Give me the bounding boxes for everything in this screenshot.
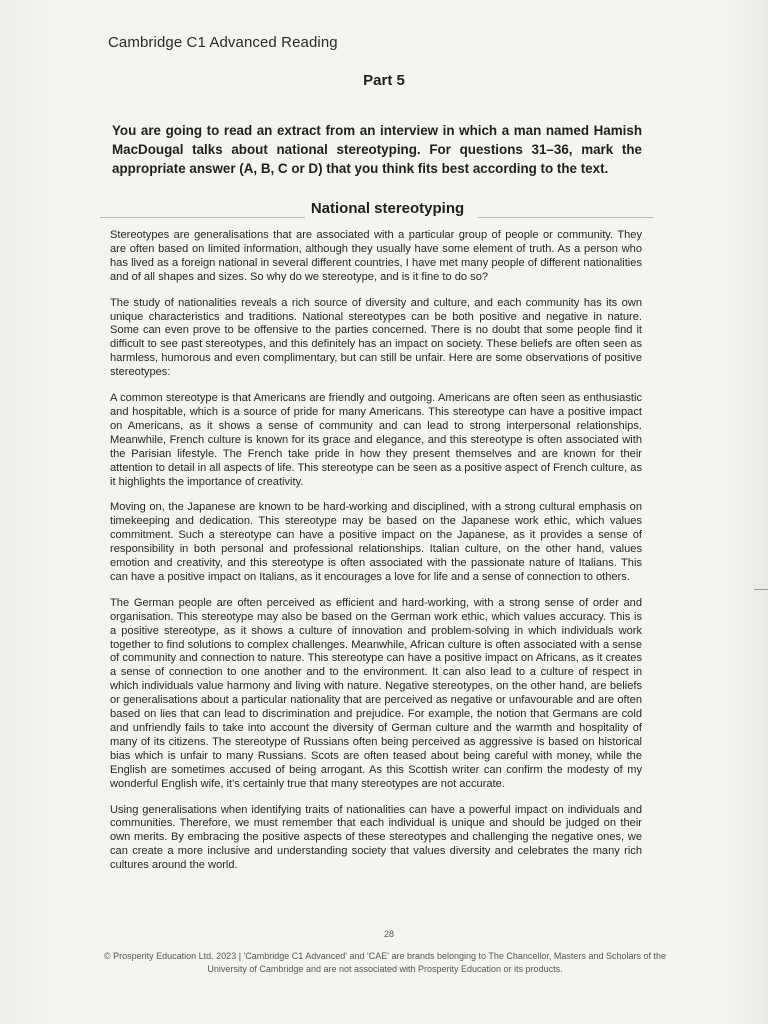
copyright-notice: © Prosperity Education Ltd. 2023 | 'Cambridge C1 Advanced' and 'CAE' are brands belonging to The Chancellor, Masters and Scholars of the University of Cambridge and are not associated with Prosperity Education or its products. bbox=[103, 951, 666, 974]
paragraph-5: The German people are often perceived as efficient and hard-working, with a strong sense of order and organisation. This stereotype may also be based on the German work ethic, which values accuracy. This is a positive stereotype, as it shows a culture of innovation and problem-solving in which individuals work together to find solutions to complex challenges. Meanwhile, African culture is often associated with a sense of community and connection to nature. This stereotype can have a positive impact on Africans, as it creates a sense of connection to one another and to the environment. It can also lead to a culture of respect in which individuals value harmony and living with nature. Negative stereotypes, on the other hand, are beliefs or generalisations about a particular nationality that are perceived as negative or unfavourable and are often based on lies that can lead to discrimination and prejudice. For example, the notion that Germans are cold and unfriendly fails to take into account the diversity of German culture and the warmth and hospitality of many of its citizens. The stereotype of Russians often being perceived as aggressive is based on historical bias which is unfair to many Russians. Scots are often teased about being careful with money, while the English are sometimes accused of being arrogant. As this Scottish writer can confirm the modesty of my wonderful English wife, it's certainly true that many stereotypes are not accurate. bbox=[110, 596, 642, 790]
paragraph-1: Stereotypes are generalisations that are associated with a particular group of people or community. They are often based on limited information, although they usually have some element of truth. As a person who has lived as a foreign national in several different countries, I have met many people of different nationalities and of all shapes and sizes. So why do we stereotype, and is it fine to do so? bbox=[110, 229, 642, 283]
task-instructions: You are going to read an extract from an interview in which a man named Hamish MacDougal talks about national stereotyping. For questions 31–36, mark the appropriate answer (A, B, C or D) that you think fits best according to the text. bbox=[112, 123, 642, 176]
paragraph-3: A common stereotype is that Americans are friendly and outgoing. Americans are often seen as enthusiastic and hospitable, which is a source of pride for many Americans. This stereotype can have a positive impact on Americans, as it shows a sense of community and can lead to strong interpersonal relationships. Meanwhile, French culture is known for its grace and elegance, and this stereotype is often associated with the Parisian lifestyle. The French take pride in how they present themselves and are known for their attention to detail in all aspects of life. This stereotype can be seen as a positive aspect of French culture, as it highlights the importance of creativity. bbox=[110, 392, 642, 488]
paragraph-4: Moving on, the Japanese are known to be hard-working and disciplined, with a strong cultural emphasis on timekeeping and dedication. This stereotype may be based on the Japanese work ethic, which values commitment. Such a stereotype can have a positive impact on the Japanese, as it provides a sense of responsibility in both personal and professional relationships. Italian culture, on the other hand, values emotion and creativity, and this stereotype is often associated with the passionate nature of Italians. This can have a positive impact on Italians, as it encourages a love for life and a sense of connection to others. bbox=[110, 501, 642, 583]
running-head: Cambridge C1 Advanced Reading bbox=[108, 34, 338, 51]
page-number: 28 bbox=[383, 929, 394, 939]
article-title: National stereotyping bbox=[310, 200, 465, 217]
title-rule-right bbox=[478, 217, 654, 218]
title-rule-left bbox=[100, 217, 305, 218]
article-body bbox=[110, 229, 642, 885]
paragraph-2: The study of nationalities reveals a rich source of diversity and culture, and each community has its own unique characteristics and traditions. National stereotypes can be both positive and negative in nature. Some can even prove to be offensive to the parties concerned. There is no doubt that some people find it difficult to see past stereotypes, and this definitely has an impact on society. These beliefs are often seen as harmless, humorous and even complimentary, but can still be unfair. Here are some observations of positive stereotypes: bbox=[110, 296, 642, 379]
paragraph-6: Using generalisations when identifying traits of nationalities can have a powerful impact on individuals and communities. Therefore, we must remember that each individual is unique and should be judged on their own merits. By embracing the positive aspects of these stereotypes and challenging the negative ones, we can create a more inclusive and understanding society that values diversity and celebrates the many rich cultures around the world. bbox=[110, 803, 642, 872]
fold-mark bbox=[754, 589, 768, 590]
part-title: Part 5 bbox=[363, 72, 405, 89]
